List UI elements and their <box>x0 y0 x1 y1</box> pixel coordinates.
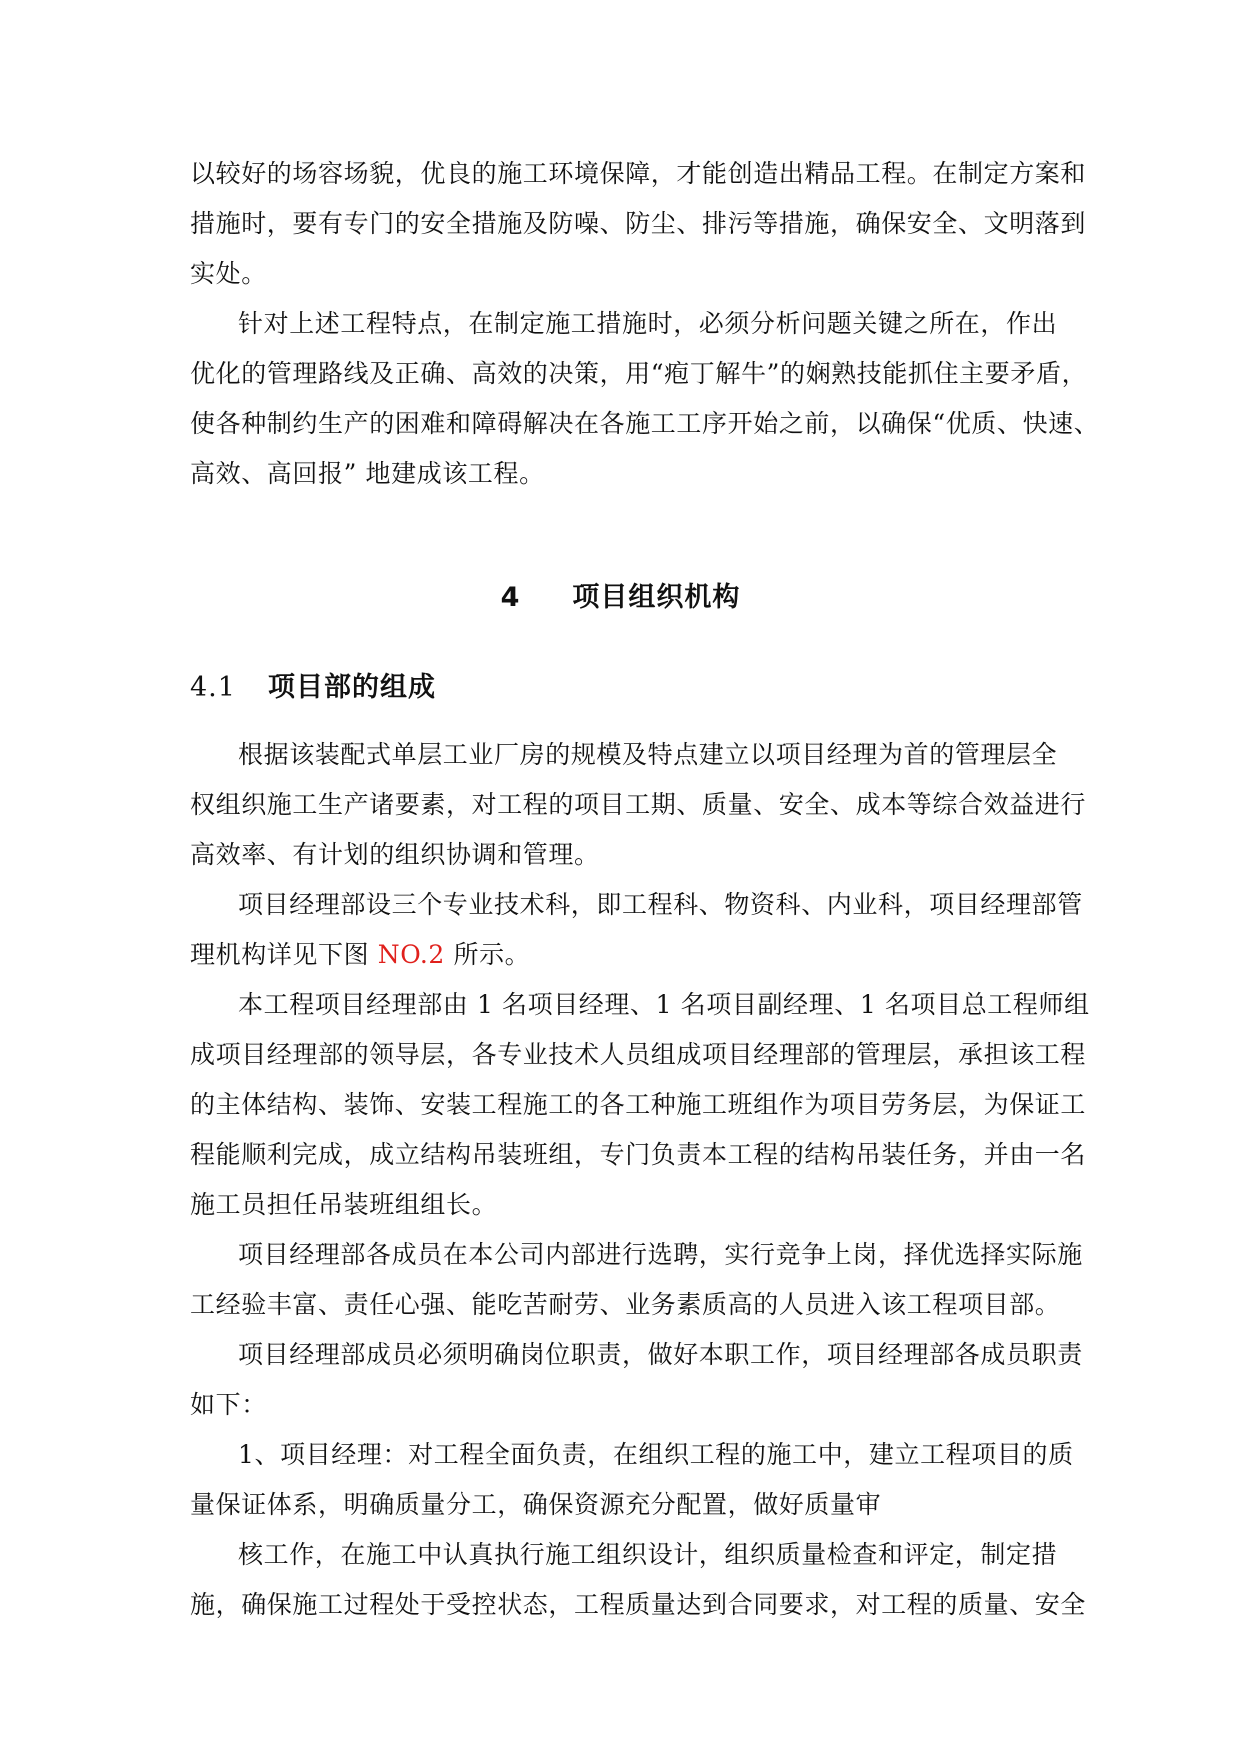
chapter-heading <box>0 580 1241 616</box>
body-paragraph-3-line-2: 成项目经理部的领导层，各专业技术人员组成项目经理部的管理层，承担该工程 <box>190 1040 1087 1069</box>
body-paragraph-7-line-2: 施，确保施工过程处于受控状态，工程质量达到合同要求，对工程的质量、安全 <box>190 1590 1087 1619</box>
body-paragraph-5-line-2: 如下： <box>190 1390 267 1419</box>
body-paragraph-2-line-2-before: 理机构详见下图 <box>190 940 378 969</box>
body-paragraph-3-line-4: 程能顺利完成，成立结构吊装班组，专门负责本工程的结构吊装任务，并由一名 <box>190 1140 1087 1169</box>
body-paragraph-4-line-1: 项目经理部各成员在本公司内部进行选聘，实行竞争上岗，择优选择实际施 <box>238 1240 1083 1269</box>
intro-paragraph-2-line-1: 针对上述工程特点，在制定施工措施时，必须分析问题关键之所在，作出 <box>238 309 1058 338</box>
body-paragraph-6-line-2: 量保证体系，明确质量分工，确保资源充分配置，做好质量审 <box>190 1490 882 1519</box>
body-paragraph-2-line-2 <box>190 938 1050 972</box>
body-paragraph-2-line-2-after: 所示。 <box>444 940 531 969</box>
body-paragraph-1-line-1: 根据该装配式单层工业厂房的规模及特点建立以项目经理为首的管理层全 <box>238 740 1058 769</box>
body-paragraph-3-line-3: 的主体结构、装饰、安装工程施工的各工种施工班组作为项目劳务层，为保证工 <box>190 1090 1087 1119</box>
figure-reference-link[interactable]: NO.2 <box>377 940 445 969</box>
intro-paragraph-2-line-4: 高效、高回报” 地建成该工程。 <box>190 459 545 488</box>
body-paragraph-7-line-1: 核工作，在施工中认真执行施工组织设计，组织质量检查和评定，制定措 <box>238 1540 1058 1569</box>
section-heading <box>190 670 436 706</box>
body-paragraph-4-line-2: 工经验丰富、责任心强、能吃苦耐劳、业务素质高的人员进入该工程项目部。 <box>190 1290 1061 1319</box>
body-paragraph-3-line-5: 施工员担任吊装班组组长。 <box>190 1190 498 1219</box>
body-paragraph-1-line-3: 高效率、有计划的组织协调和管理。 <box>190 840 600 869</box>
body-paragraph-6-line-1: 1、项目经理：对工程全面负责，在组织工程的施工中，建立工程项目的质 <box>238 1440 1074 1469</box>
body-paragraph-1-line-2: 权组织施工生产诸要素，对工程的项目工期、质量、安全、成本等综合效益进行 <box>190 790 1087 819</box>
section-title: 项目部的组成 <box>267 672 436 703</box>
body-paragraph-2-line-1: 项目经理部设三个专业技术科，即工程科、物资科、内业科，项目经理部管 <box>238 890 1083 919</box>
intro-paragraph-2-line-3: 使各种制约生产的困难和障碍解决在各施工工序开始之前，以确保“优质、快速、 <box>190 409 1100 438</box>
chapter-title: 项目组织机构 <box>572 582 741 613</box>
intro-paragraph-1-line-1: 以较好的场容场貌，优良的施工环境保障，才能创造出精品工程。在制定方案和 <box>190 159 1087 188</box>
intro-paragraph-1-line-3: 实处。 <box>190 259 267 288</box>
body-paragraph-3-line-1: 本工程项目经理部由 1 名项目经理、1 名项目副经理、1 名项目总工程师组 <box>238 990 1090 1019</box>
intro-paragraph-2-line-2: 优化的管理路线及正确、高效的决策，用“疱丁解牛”的娴熟技能抓住主要矛盾， <box>190 359 1088 388</box>
body-paragraph-5-line-1: 项目经理部成员必须明确岗位职责，做好本职工作，项目经理部各成员职责 <box>238 1340 1083 1369</box>
section-number: 4.1 <box>190 672 236 703</box>
intro-paragraph-1-line-2: 措施时，要有专门的安全措施及防噪、防尘、排污等措施，确保安全、文明落到 <box>190 209 1087 238</box>
chapter-number: 4 <box>500 582 521 613</box>
